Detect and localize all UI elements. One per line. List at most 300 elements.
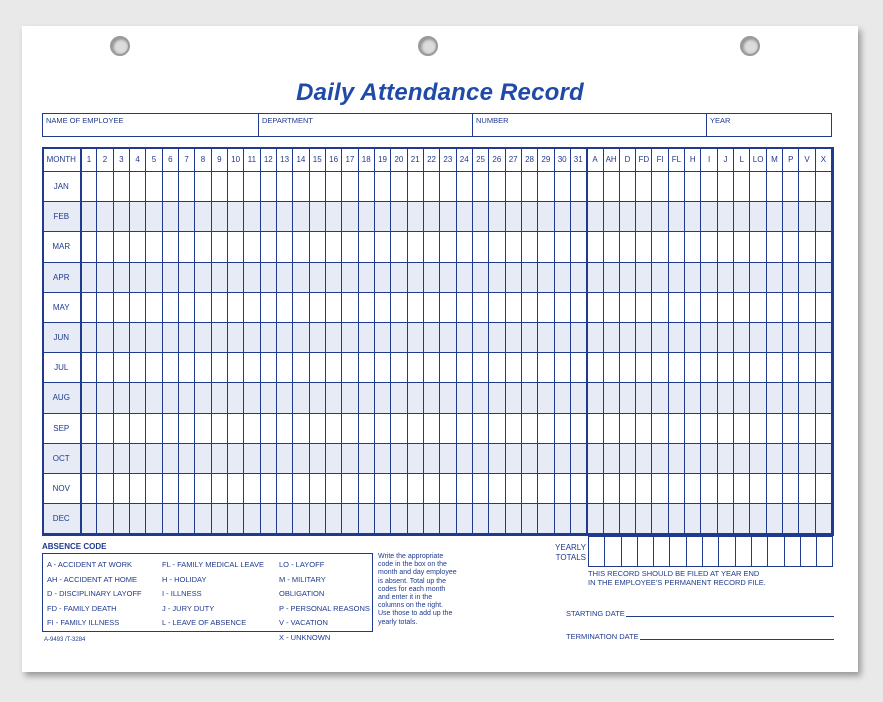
day-cell[interactable] [195,504,211,534]
day-cell[interactable] [423,504,439,534]
day-cell[interactable] [113,322,129,352]
code-total-cell[interactable] [783,383,799,413]
day-cell[interactable] [342,172,358,202]
day-cell[interactable] [162,172,178,202]
day-cell[interactable] [472,353,488,383]
code-total-cell[interactable] [619,322,635,352]
day-cell[interactable] [456,232,472,262]
code-total-cell[interactable] [717,504,733,534]
yearly-total-cell[interactable] [719,537,735,567]
day-cell[interactable] [146,322,162,352]
code-total-cell[interactable] [603,202,619,232]
code-total-cell[interactable] [619,353,635,383]
day-cell[interactable] [129,383,145,413]
day-cell[interactable] [472,413,488,443]
day-cell[interactable] [374,202,390,232]
day-cell[interactable] [391,413,407,443]
code-total-cell[interactable] [652,443,668,473]
code-total-cell[interactable] [717,322,733,352]
day-cell[interactable] [113,413,129,443]
day-cell[interactable] [113,292,129,322]
day-cell[interactable] [113,353,129,383]
day-cell[interactable] [554,232,570,262]
code-total-cell[interactable] [587,172,603,202]
day-cell[interactable] [244,353,260,383]
day-cell[interactable] [423,353,439,383]
day-cell[interactable] [456,413,472,443]
day-cell[interactable] [391,292,407,322]
day-cell[interactable] [505,473,521,503]
day-cell[interactable] [81,504,97,534]
day-cell[interactable] [260,232,276,262]
day-cell[interactable] [260,322,276,352]
day-cell[interactable] [113,202,129,232]
day-cell[interactable] [293,473,309,503]
code-total-cell[interactable] [587,413,603,443]
code-total-cell[interactable] [603,504,619,534]
day-cell[interactable] [407,473,423,503]
day-cell[interactable] [423,473,439,503]
day-cell[interactable] [81,292,97,322]
code-total-cell[interactable] [652,383,668,413]
code-total-cell[interactable] [619,232,635,262]
code-total-cell[interactable] [783,413,799,443]
day-cell[interactable] [423,292,439,322]
code-total-cell[interactable] [783,172,799,202]
code-total-cell[interactable] [603,262,619,292]
day-cell[interactable] [505,262,521,292]
day-cell[interactable] [325,504,341,534]
day-cell[interactable] [374,443,390,473]
day-cell[interactable] [227,383,243,413]
day-cell[interactable] [325,473,341,503]
day-cell[interactable] [423,383,439,413]
code-total-cell[interactable] [619,443,635,473]
day-cell[interactable] [260,473,276,503]
code-total-cell[interactable] [815,383,831,413]
code-total-cell[interactable] [799,443,815,473]
day-cell[interactable] [456,383,472,413]
day-cell[interactable] [195,322,211,352]
day-cell[interactable] [538,353,554,383]
day-cell[interactable] [505,322,521,352]
code-total-cell[interactable] [685,292,701,322]
code-total-cell[interactable] [701,413,717,443]
code-total-cell[interactable] [750,322,766,352]
day-cell[interactable] [113,504,129,534]
department-field[interactable] [259,114,473,136]
day-cell[interactable] [521,202,537,232]
code-total-cell[interactable] [815,292,831,322]
day-cell[interactable] [81,383,97,413]
day-cell[interactable] [374,172,390,202]
day-cell[interactable] [129,504,145,534]
day-cell[interactable] [358,292,374,322]
yearly-total-cell[interactable] [670,537,686,567]
code-total-cell[interactable] [766,232,782,262]
day-cell[interactable] [309,413,325,443]
yearly-total-cell[interactable] [817,537,833,567]
day-cell[interactable] [276,262,292,292]
day-cell[interactable] [97,383,113,413]
day-cell[interactable] [211,202,227,232]
day-cell[interactable] [342,383,358,413]
day-cell[interactable] [129,473,145,503]
code-total-cell[interactable] [750,413,766,443]
day-cell[interactable] [489,443,505,473]
code-total-cell[interactable] [734,172,750,202]
code-total-cell[interactable] [783,353,799,383]
day-cell[interactable] [489,413,505,443]
day-cell[interactable] [97,202,113,232]
day-cell[interactable] [489,292,505,322]
day-cell[interactable] [293,413,309,443]
day-cell[interactable] [423,443,439,473]
day-cell[interactable] [358,262,374,292]
day-cell[interactable] [358,172,374,202]
day-cell[interactable] [489,322,505,352]
code-total-cell[interactable] [603,232,619,262]
day-cell[interactable] [211,413,227,443]
yearly-total-cell[interactable] [784,537,800,567]
day-cell[interactable] [374,262,390,292]
day-cell[interactable] [325,202,341,232]
day-cell[interactable] [178,473,194,503]
day-cell[interactable] [440,202,456,232]
code-total-cell[interactable] [587,504,603,534]
code-total-cell[interactable] [652,353,668,383]
day-cell[interactable] [456,292,472,322]
code-total-cell[interactable] [734,443,750,473]
day-cell[interactable] [211,504,227,534]
day-cell[interactable] [227,292,243,322]
code-total-cell[interactable] [783,443,799,473]
day-cell[interactable] [358,413,374,443]
day-cell[interactable] [325,172,341,202]
day-cell[interactable] [423,232,439,262]
code-total-cell[interactable] [734,473,750,503]
code-total-cell[interactable] [750,383,766,413]
day-cell[interactable] [440,473,456,503]
day-cell[interactable] [146,292,162,322]
day-cell[interactable] [358,202,374,232]
code-total-cell[interactable] [766,202,782,232]
day-cell[interactable] [97,262,113,292]
day-cell[interactable] [211,262,227,292]
yearly-total-cell[interactable] [800,537,816,567]
code-total-cell[interactable] [668,383,684,413]
day-cell[interactable] [472,172,488,202]
code-total-cell[interactable] [815,322,831,352]
code-total-cell[interactable] [815,353,831,383]
code-total-cell[interactable] [717,443,733,473]
day-cell[interactable] [570,262,586,292]
day-cell[interactable] [244,473,260,503]
code-total-cell[interactable] [685,353,701,383]
day-cell[interactable] [195,413,211,443]
day-cell[interactable] [358,504,374,534]
code-total-cell[interactable] [668,322,684,352]
day-cell[interactable] [129,292,145,322]
day-cell[interactable] [325,353,341,383]
code-total-cell[interactable] [734,292,750,322]
day-cell[interactable] [129,413,145,443]
day-cell[interactable] [489,383,505,413]
day-cell[interactable] [113,262,129,292]
day-cell[interactable] [129,322,145,352]
day-cell[interactable] [276,322,292,352]
day-cell[interactable] [489,202,505,232]
day-cell[interactable] [162,383,178,413]
day-cell[interactable] [440,413,456,443]
day-cell[interactable] [456,172,472,202]
code-total-cell[interactable] [652,413,668,443]
day-cell[interactable] [81,262,97,292]
day-cell[interactable] [309,353,325,383]
day-cell[interactable] [162,353,178,383]
code-total-cell[interactable] [587,322,603,352]
code-total-cell[interactable] [750,292,766,322]
day-cell[interactable] [521,172,537,202]
day-cell[interactable] [440,504,456,534]
day-cell[interactable] [244,232,260,262]
day-cell[interactable] [554,353,570,383]
code-total-cell[interactable] [734,202,750,232]
code-total-cell[interactable] [783,473,799,503]
day-cell[interactable] [146,232,162,262]
day-cell[interactable] [293,172,309,202]
code-total-cell[interactable] [815,504,831,534]
code-total-cell[interactable] [750,232,766,262]
day-cell[interactable] [162,443,178,473]
day-cell[interactable] [146,172,162,202]
code-total-cell[interactable] [734,262,750,292]
code-total-cell[interactable] [619,413,635,443]
code-total-cell[interactable] [701,504,717,534]
code-total-cell[interactable] [766,473,782,503]
day-cell[interactable] [342,473,358,503]
day-cell[interactable] [440,262,456,292]
code-total-cell[interactable] [701,383,717,413]
code-total-cell[interactable] [701,262,717,292]
day-cell[interactable] [505,353,521,383]
day-cell[interactable] [309,172,325,202]
code-total-cell[interactable] [717,383,733,413]
code-total-cell[interactable] [766,383,782,413]
day-cell[interactable] [358,473,374,503]
code-total-cell[interactable] [652,473,668,503]
day-cell[interactable] [178,202,194,232]
code-total-cell[interactable] [766,292,782,322]
day-cell[interactable] [146,353,162,383]
day-cell[interactable] [97,504,113,534]
day-cell[interactable] [521,473,537,503]
day-cell[interactable] [407,322,423,352]
day-cell[interactable] [489,262,505,292]
day-cell[interactable] [570,504,586,534]
day-cell[interactable] [391,443,407,473]
day-cell[interactable] [146,383,162,413]
day-cell[interactable] [456,262,472,292]
day-cell[interactable] [195,232,211,262]
day-cell[interactable] [374,383,390,413]
day-cell[interactable] [178,292,194,322]
code-total-cell[interactable] [766,172,782,202]
day-cell[interactable] [489,353,505,383]
day-cell[interactable] [113,443,129,473]
day-cell[interactable] [162,413,178,443]
code-total-cell[interactable] [815,172,831,202]
code-total-cell[interactable] [652,232,668,262]
day-cell[interactable] [162,292,178,322]
code-total-cell[interactable] [668,473,684,503]
day-cell[interactable] [423,262,439,292]
code-total-cell[interactable] [668,202,684,232]
code-total-cell[interactable] [685,413,701,443]
day-cell[interactable] [309,322,325,352]
day-cell[interactable] [293,202,309,232]
code-total-cell[interactable] [587,202,603,232]
code-total-cell[interactable] [799,473,815,503]
day-cell[interactable] [358,232,374,262]
code-total-cell[interactable] [734,413,750,443]
day-cell[interactable] [374,322,390,352]
day-cell[interactable] [472,202,488,232]
code-total-cell[interactable] [701,202,717,232]
day-cell[interactable] [538,292,554,322]
day-cell[interactable] [521,443,537,473]
day-cell[interactable] [227,232,243,262]
day-cell[interactable] [195,202,211,232]
code-total-cell[interactable] [750,504,766,534]
code-total-cell[interactable] [652,292,668,322]
code-total-cell[interactable] [685,322,701,352]
code-total-cell[interactable] [619,383,635,413]
code-total-cell[interactable] [587,383,603,413]
yearly-total-cell[interactable] [605,537,621,567]
day-cell[interactable] [570,202,586,232]
day-cell[interactable] [276,292,292,322]
day-cell[interactable] [407,172,423,202]
code-total-cell[interactable] [783,262,799,292]
code-total-cell[interactable] [799,322,815,352]
year-field[interactable] [707,114,831,136]
day-cell[interactable] [178,413,194,443]
code-total-cell[interactable] [619,292,635,322]
day-cell[interactable] [440,172,456,202]
code-total-cell[interactable] [652,172,668,202]
day-cell[interactable] [146,413,162,443]
day-cell[interactable] [538,322,554,352]
day-cell[interactable] [505,292,521,322]
code-total-cell[interactable] [636,232,652,262]
day-cell[interactable] [570,353,586,383]
day-cell[interactable] [391,262,407,292]
day-cell[interactable] [276,202,292,232]
day-cell[interactable] [358,443,374,473]
day-cell[interactable] [407,413,423,443]
number-field[interactable] [473,114,707,136]
code-total-cell[interactable] [603,443,619,473]
day-cell[interactable] [325,383,341,413]
day-cell[interactable] [178,504,194,534]
day-cell[interactable] [227,353,243,383]
day-cell[interactable] [227,202,243,232]
day-cell[interactable] [260,292,276,322]
day-cell[interactable] [227,473,243,503]
day-cell[interactable] [570,322,586,352]
day-cell[interactable] [505,504,521,534]
day-cell[interactable] [554,262,570,292]
code-total-cell[interactable] [750,262,766,292]
day-cell[interactable] [293,383,309,413]
code-total-cell[interactable] [668,262,684,292]
day-cell[interactable] [195,473,211,503]
day-cell[interactable] [113,473,129,503]
code-total-cell[interactable] [603,413,619,443]
day-cell[interactable] [97,413,113,443]
day-cell[interactable] [293,443,309,473]
day-cell[interactable] [81,232,97,262]
code-total-cell[interactable] [603,292,619,322]
day-cell[interactable] [81,473,97,503]
day-cell[interactable] [195,172,211,202]
day-cell[interactable] [129,262,145,292]
day-cell[interactable] [211,322,227,352]
day-cell[interactable] [554,504,570,534]
code-total-cell[interactable] [701,443,717,473]
day-cell[interactable] [129,232,145,262]
day-cell[interactable] [178,262,194,292]
code-total-cell[interactable] [766,443,782,473]
code-total-cell[interactable] [587,232,603,262]
code-total-cell[interactable] [783,202,799,232]
code-total-cell[interactable] [619,262,635,292]
yearly-total-cell[interactable] [637,537,653,567]
day-cell[interactable] [440,232,456,262]
day-cell[interactable] [309,292,325,322]
day-cell[interactable] [391,232,407,262]
day-cell[interactable] [211,443,227,473]
day-cell[interactable] [358,322,374,352]
code-total-cell[interactable] [750,473,766,503]
code-total-cell[interactable] [685,473,701,503]
code-total-cell[interactable] [766,504,782,534]
day-cell[interactable] [358,353,374,383]
day-cell[interactable] [227,413,243,443]
code-total-cell[interactable] [619,172,635,202]
day-cell[interactable] [407,443,423,473]
day-cell[interactable] [325,443,341,473]
day-cell[interactable] [374,292,390,322]
day-cell[interactable] [521,504,537,534]
code-total-cell[interactable] [766,322,782,352]
day-cell[interactable] [97,232,113,262]
day-cell[interactable] [342,322,358,352]
day-cell[interactable] [276,413,292,443]
day-cell[interactable] [81,443,97,473]
day-cell[interactable] [146,262,162,292]
day-cell[interactable] [178,383,194,413]
day-cell[interactable] [309,383,325,413]
day-cell[interactable] [407,202,423,232]
day-cell[interactable] [129,202,145,232]
code-total-cell[interactable] [717,202,733,232]
day-cell[interactable] [276,473,292,503]
code-total-cell[interactable] [619,473,635,503]
day-cell[interactable] [538,202,554,232]
day-cell[interactable] [113,232,129,262]
